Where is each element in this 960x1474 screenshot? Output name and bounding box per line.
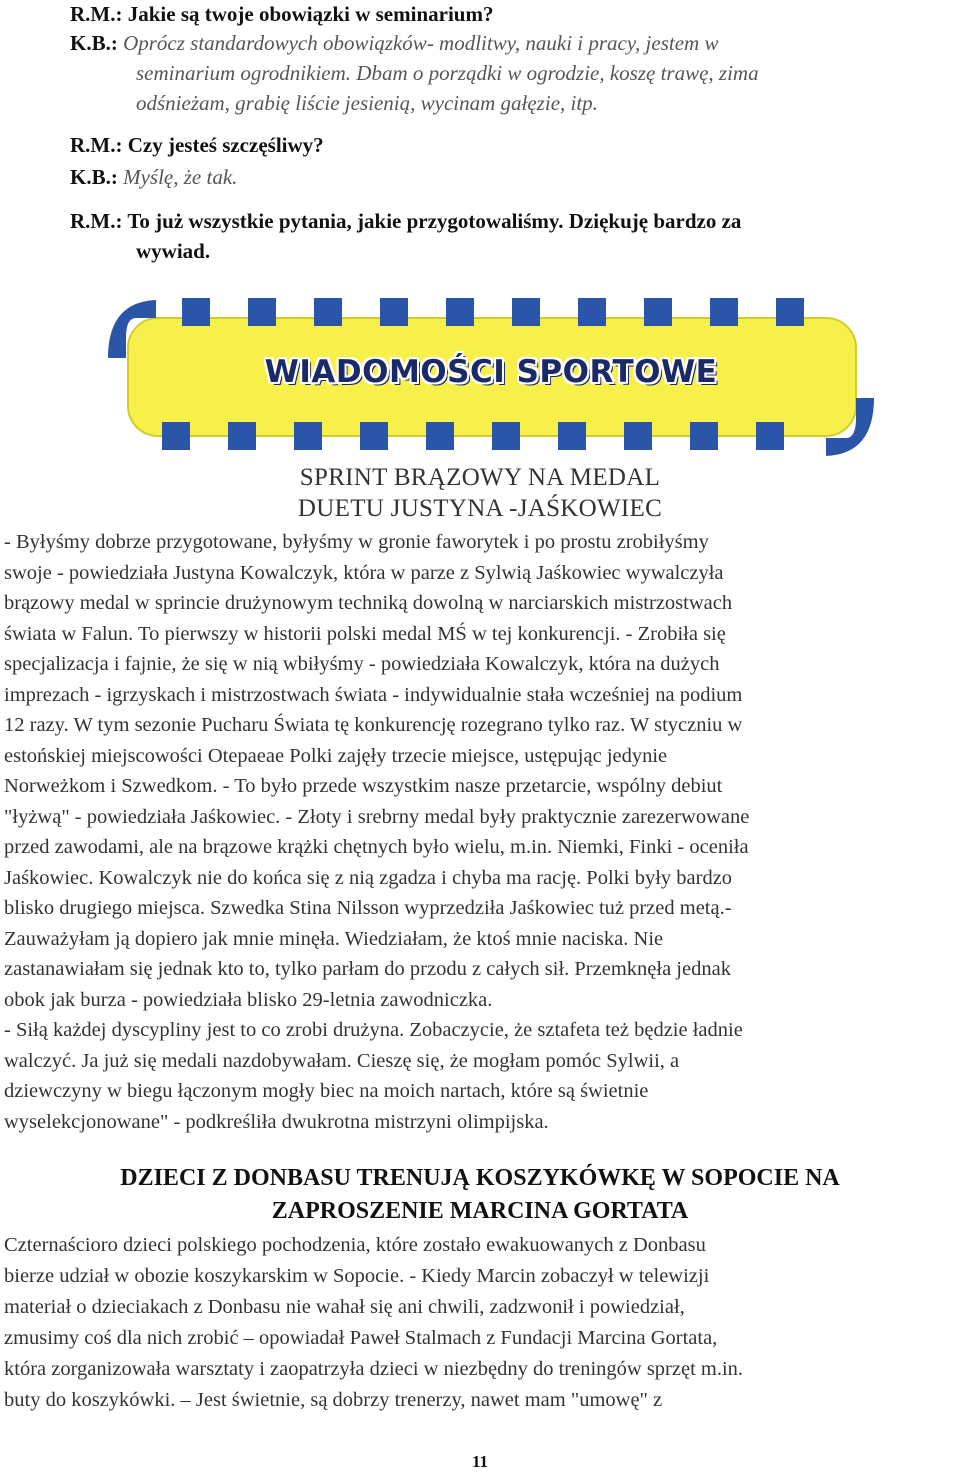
banner-square xyxy=(446,298,474,326)
article-1-line: dziewczyny w biegu łączonym mogły biec na moich nartach, które są świetnie xyxy=(4,1080,649,1102)
article-2-line: bierze udział w obozie koszykarskim w Sopocie. - Kiedy Marcin zobaczył w telewizji xyxy=(4,1265,710,1287)
banner-square xyxy=(710,298,738,326)
article-1-line: walczyć. Ja już się medali nazdobywałam. Cieszę się, że mogłam pomóc Sylwii, a xyxy=(4,1049,680,1072)
answer-1-line-3: odśnieżam, grabię liście jesienią, wycinam gałęzie, itp. xyxy=(136,91,598,115)
article-2-line: która zorganizowała warsztaty i zaopatrzyła dzieci w niezbędny do treningów sprzęt m.in. xyxy=(4,1358,744,1380)
article-1-title-line-1: SPRINT BRĄZOWY NA MEDAL xyxy=(299,464,661,491)
article-1-line: zastanawiałam się jednak kto to, tylko parłam do przodu z całych sił. Przemknęła jednak xyxy=(4,958,731,980)
article-1-line: swoje - powiedziała Justyna Kowalczyk, która w parze z Sylwią Jaśkowiec wywalczyła xyxy=(4,561,724,584)
page-number: 11 xyxy=(471,1452,489,1471)
article-1-line: - Siłą każdej dyscypliny jest to co zrobi drużyna. Zobaczycie, że sztafeta też będzie ładnie xyxy=(4,1019,743,1041)
banner-square xyxy=(512,298,540,326)
banner-square xyxy=(314,298,342,326)
article-1-line: 12 razy. W tym sezonie Pucharu Świata tę konkurencję rozegrano tylko raz. W styczniu w xyxy=(4,714,743,736)
article-2-line: Czternaścioro dzieci polskiego pochodzenia, które zostało ewakuowanych z Donbasu xyxy=(4,1234,706,1256)
article-1-line: świata w Falun. To pierwszy w historii polski medal MŚ w tej konkurencji. - Zrobiła się xyxy=(4,622,726,645)
article-2-line: buty do koszykówki. – Jest świetnie, są dobrzy trenerzy, nawet mam "umowę" z xyxy=(4,1389,663,1411)
answer-2-text: Myślę, że tak. xyxy=(117,165,238,189)
question-1: R.M.: Jakie są twoje obowiązki w seminarium? xyxy=(70,2,494,26)
article-1-body xyxy=(4,527,956,1137)
article-1-line: brązowy medal w sprincie drużynowym techniką dowolną w narciarskich mistrzostwach xyxy=(4,592,733,614)
banner-square xyxy=(644,298,672,326)
article-2-title-line-2: ZAPROSZENIE MARCINA GORTATA xyxy=(271,1198,689,1224)
banner-square xyxy=(756,422,784,450)
article-1-line: przed zawodami, ale na brązowe krążki chętnych było wielu, m.in. Niemki, Finki - oceniła xyxy=(4,836,749,858)
banner-square xyxy=(228,422,256,450)
article-1-line: wyselekcjonowane" - podkreśliła dwukrotna mistrzyni olimpijska. xyxy=(4,1110,549,1133)
banner-square xyxy=(578,298,606,326)
article-1-line: "łyżwą" - powiedziała Jaśkowiec. - Złoty i srebrny medal były praktycznie zarezerwowane xyxy=(4,805,750,828)
banner-square xyxy=(624,422,652,450)
question-2: R.M.: Czy jesteś szczęśliwy? xyxy=(70,133,324,157)
answer-2-speaker: K.B.: xyxy=(70,165,118,189)
article-1-title-line-2: DUETU JUSTYNA -JAŚKOWIEC xyxy=(297,495,663,522)
banner-square xyxy=(426,422,454,450)
article-1-line: specjalizacja i fajnie, że się w nią wbiłyśmy - powiedziała Kowalczyk, która na dużych xyxy=(4,653,720,675)
article-1-line: - Byłyśmy dobrze przygotowane, byłyśmy w gronie faworytek i po prostu zrobiłyśmy xyxy=(4,531,709,553)
answer-1-line-1: Oprócz standardowych obowiązków- modlitwy, nauki i pracy, jestem w xyxy=(117,31,719,55)
banner-square xyxy=(776,298,804,326)
article-1-line: obok jak burza - powiedziała blisko 29-letnia zawodniczka. xyxy=(4,988,493,1011)
answer-2 xyxy=(70,163,237,192)
article-2-line: zmusimy coś dla nich zrobić – opowiadał Paweł Stalmach z Fundacji Marcina Gortata, xyxy=(4,1327,718,1349)
article-1-line: Jaśkowiec. Kowalczyk nie do końca się z nią zgadza i chyba ma rację. Polki były bardzo xyxy=(4,866,733,889)
article-1-line: blisko drugiego miejsca. Szwedka Stina Nilsson wyprzedziła Jaśkowiec tuż przed metą.- xyxy=(4,897,732,919)
banner-square xyxy=(248,298,276,326)
article-1-line: Zauważyłam ją dopiero jak mnie minęła. Wiedziałam, że ktoś mnie naciska. Nie xyxy=(4,927,664,950)
sports-news-banner xyxy=(108,298,874,458)
article-2-line: materiał o dzieciakach z Donbasu nie wahał się ani chwili, zadzwonił i powiedział, xyxy=(4,1296,685,1318)
article-2-body xyxy=(4,1230,956,1416)
banner-square xyxy=(294,422,322,450)
banner-square xyxy=(182,298,210,326)
question-3-line-1: R.M.: To już wszystkie pytania, jakie przygotowaliśmy. Dziękuję bardzo za xyxy=(70,209,742,233)
article-1-line: Norweżkom i Szwedkom. - To było przede wszystkim nasze przetarcie, wspólny debiut xyxy=(4,775,723,797)
article-1-line: estońskiej miejscowości Otepaeae Polki zajęły trzecie miejsce, ustępując jedynie xyxy=(4,744,668,767)
banner-square xyxy=(558,422,586,450)
banner-title: WIADOMOŚCI SPORTOWE xyxy=(264,354,718,390)
answer-1 xyxy=(70,29,718,58)
question-3-line-2: wywiad. xyxy=(136,239,211,263)
answer-1-speaker: K.B.: xyxy=(70,31,118,55)
banner-square xyxy=(162,422,190,450)
article-1-line: imprezach - igrzyskach i mistrzostwach świata - indywidualnie stała wcześniej na podium xyxy=(4,683,743,706)
answer-1-line-2: seminarium ogrodnikiem. Dbam o porządki w ogrodzie, koszę trawę, zima xyxy=(136,61,759,85)
banner-square xyxy=(690,422,718,450)
banner-square xyxy=(360,422,388,450)
article-2-title-line-1: DZIECI Z DONBASU TRENUJĄ KOSZYKÓWKĘ W SOPOCIE NA xyxy=(120,1165,840,1191)
banner-square xyxy=(492,422,520,450)
banner-square xyxy=(380,298,408,326)
